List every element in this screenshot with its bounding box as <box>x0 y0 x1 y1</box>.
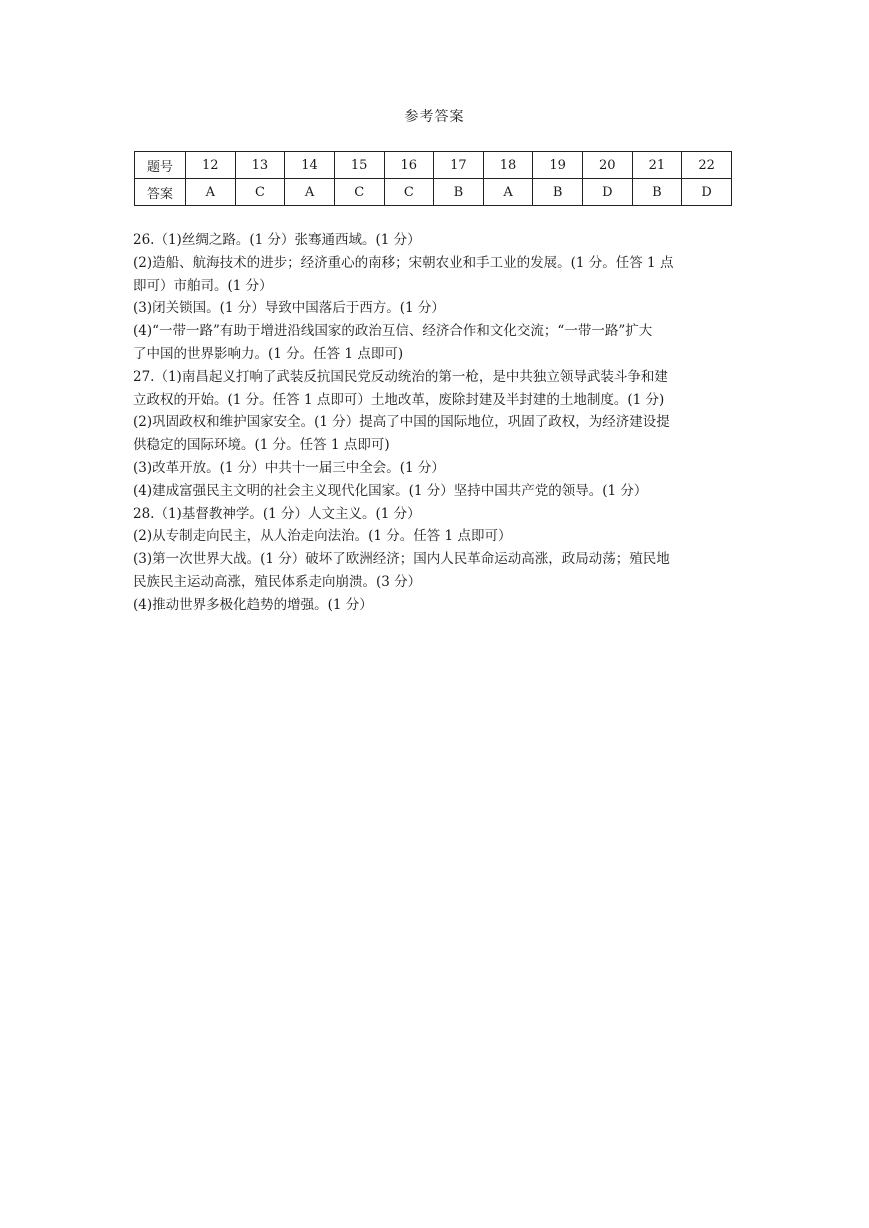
answer-line-q26-3: (3)闭关锁国。(1 分）导致中国落后于西方。(1 分） <box>133 300 445 317</box>
answer-cell: B <box>632 179 682 206</box>
answer-line-q27-2-cont: 供稳定的国际环境。(1 分。任答 1 点即可) <box>133 437 390 454</box>
row-header-answer: 答案 <box>135 179 186 206</box>
question-number-cell: 13 <box>235 152 285 179</box>
answer-cell: D <box>682 179 732 206</box>
answer-line-q27-2: (2)巩固政权和维护国家安全。(1 分）提高了中国的国际地位，巩固了政权，为经济建设提 <box>133 414 670 431</box>
answer-cell: B <box>533 179 583 206</box>
answer-line-q28-2: (2)从专制走向民主，从人治走向法治。(1 分。任答 1 点即可） <box>133 528 512 545</box>
answer-line-q26-2: (2)造船、航海技术的进步；经济重心的南移；宋朝农业和手工业的发展。(1 分。任答 1 点 <box>133 254 674 271</box>
question-number-cell: 19 <box>533 152 583 179</box>
question-number-cell: 12 <box>186 152 236 179</box>
answer-line-q26-2-cont: 即可）市舶司。(1 分） <box>133 277 273 294</box>
answer-line-q27-1: 27.（1)南昌起义打响了武装反抗国民党反动统治的第一枪，是中共独立领导武装斗争和建 <box>133 368 668 385</box>
answer-cell: C <box>384 179 434 206</box>
page-title: 参考答案 <box>404 109 465 125</box>
answer-row <box>135 179 732 206</box>
question-number-row <box>135 152 732 179</box>
question-number-cell: 17 <box>434 152 484 179</box>
answer-explanations <box>133 229 739 617</box>
answer-cell: C <box>334 179 384 206</box>
answer-line-q26-4: (4)“一带一路”有助于增进沿线国家的政治互信、经济合作和文化交流；“一带一路”扩大 <box>133 323 653 340</box>
answer-line-q27-1-cont: 立政权的开始。(1 分。任答 1 点即可）土地改革，废除封建及半封建的土地制度。(1 分) <box>133 391 665 408</box>
answer-cell: A <box>483 179 533 206</box>
answer-line-q28-3: (3)第一次世界大战。(1 分）破坏了欧洲经济；国内人民革命运动高涨，政局动荡；殖民地 <box>133 551 670 568</box>
answer-cell: A <box>285 179 335 206</box>
question-number-cell: 21 <box>632 152 682 179</box>
question-number-cell: 18 <box>483 152 533 179</box>
answer-line-q26-1: 26.（1)丝绸之路。(1 分）张骞通西域。(1 分） <box>133 232 421 248</box>
answer-cell: B <box>434 179 484 206</box>
question-number-cell: 22 <box>682 152 732 179</box>
question-number-cell: 20 <box>583 152 633 179</box>
answer-table <box>134 151 732 206</box>
answer-line-q27-4: (4)建成富强民主文明的社会主义现代化国家。(1 分）坚持中国共产党的领导。(1 分） <box>133 482 648 499</box>
question-number-cell: 14 <box>285 152 335 179</box>
answer-line-q28-1: 28.（1)基督教神学。(1 分）人文主义。(1 分） <box>133 505 421 522</box>
question-number-cell: 16 <box>384 152 434 179</box>
question-number-cell: 15 <box>334 152 384 179</box>
answer-cell: A <box>186 179 236 206</box>
answer-line-q27-3: (3)改革开放。(1 分）中共十一届三中全会。(1 分） <box>133 459 445 476</box>
answer-line-q26-4-cont: 了中国的世界影响力。(1 分。任答 1 点即可) <box>133 345 404 362</box>
row-header-question-number: 题号 <box>135 152 186 179</box>
answer-cell: D <box>583 179 633 206</box>
answer-cell: C <box>235 179 285 206</box>
answer-line-q28-4: (4)推动世界多极化趋势的增强。(1 分） <box>133 596 373 613</box>
answer-line-q28-3-cont: 民族民主运动高涨，殖民体系走向崩溃。(3 分） <box>133 573 422 590</box>
